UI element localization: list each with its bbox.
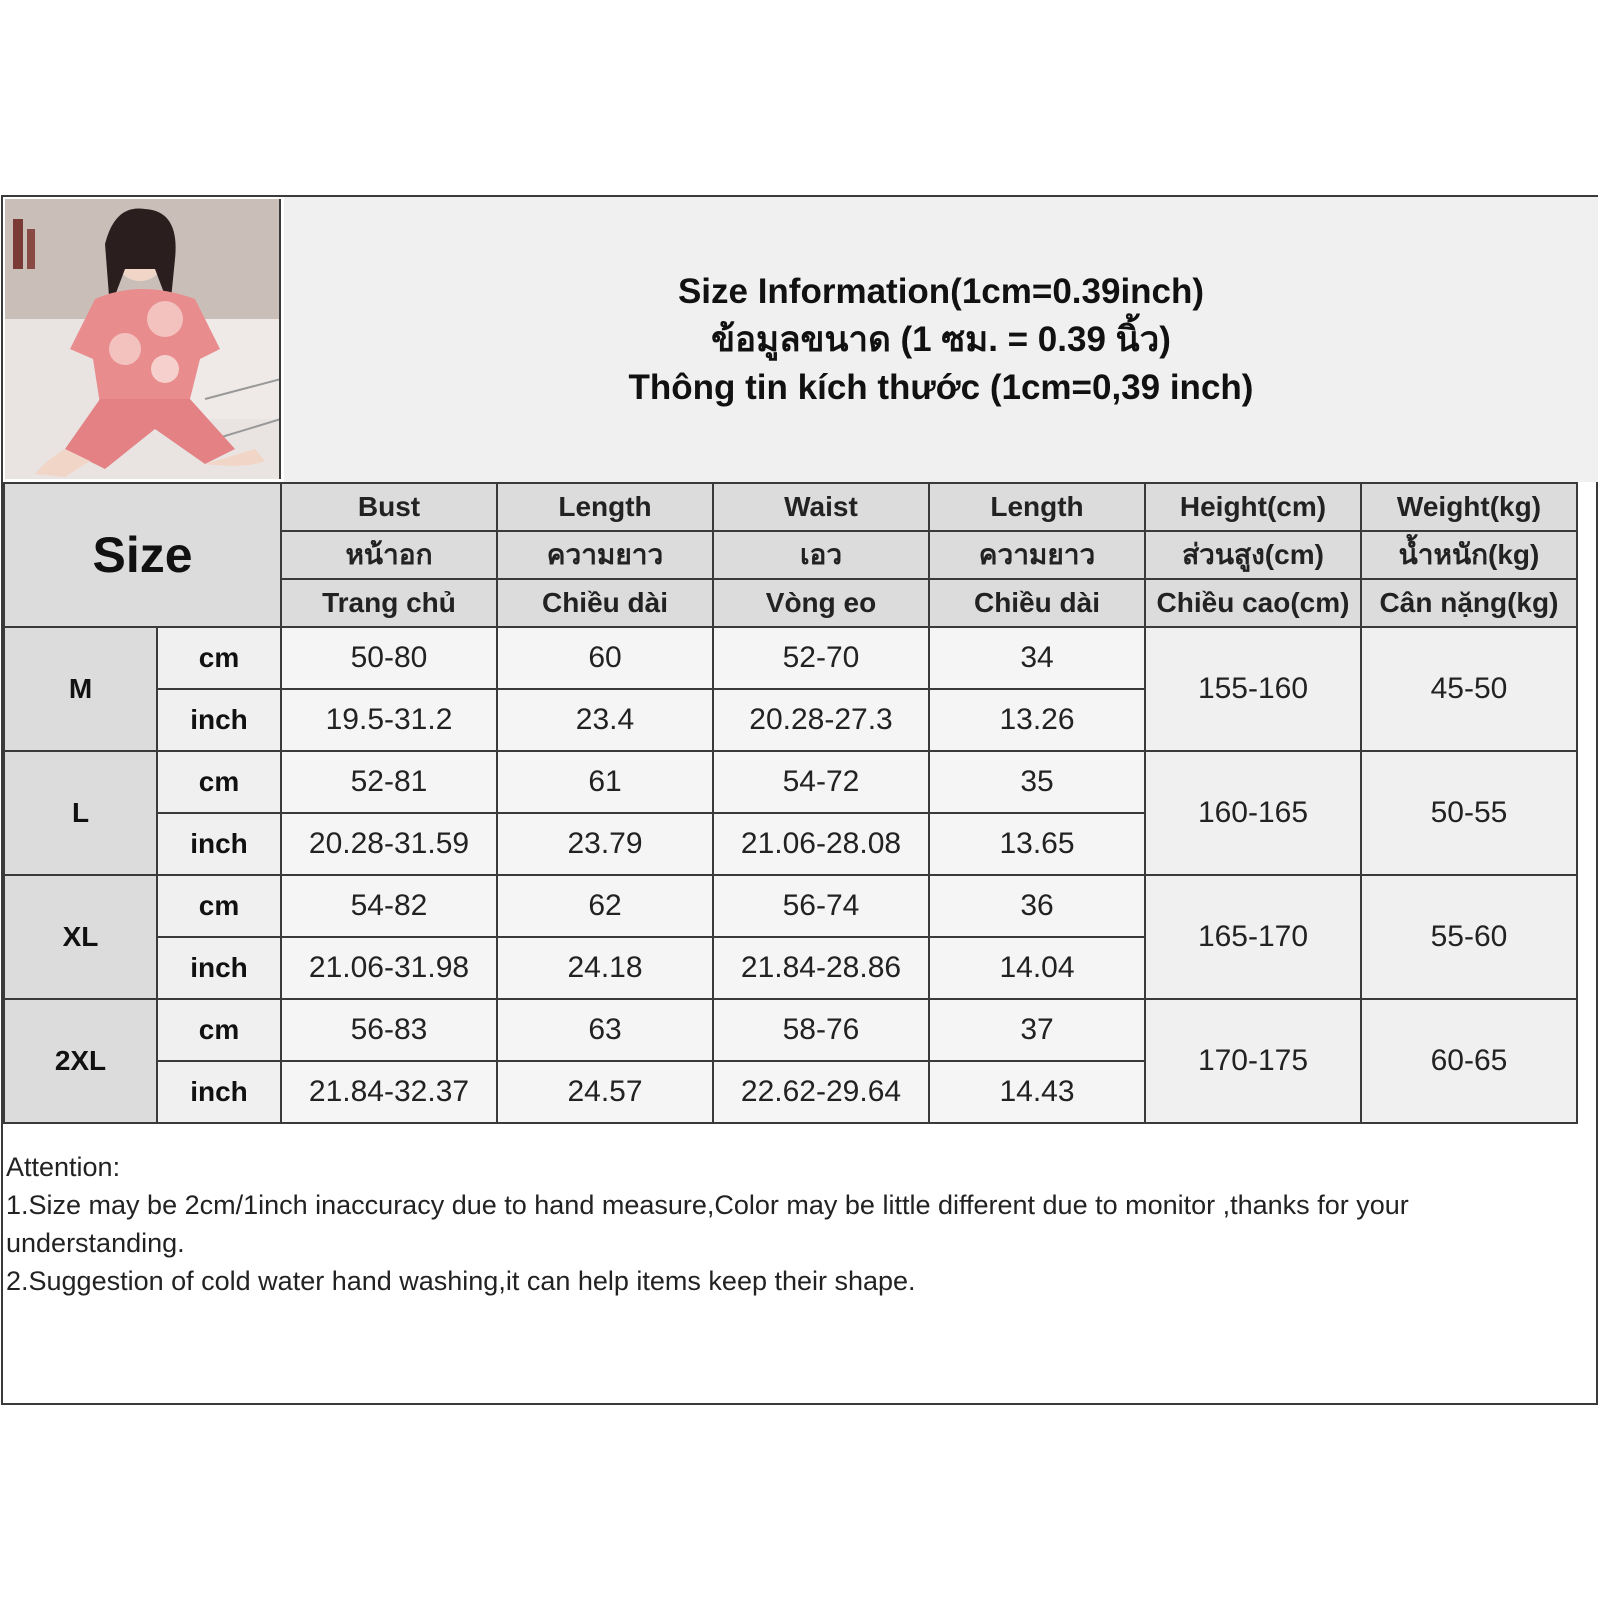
size-header: Size (4, 483, 281, 627)
title-vietnamese: Thông tin kích thước (1cm=0,39 inch) (628, 367, 1254, 407)
value-cell: 24.18 (497, 937, 713, 999)
col-header-th: เอว (713, 531, 929, 579)
value-cell: 60 (497, 627, 713, 689)
unit-label: cm (157, 999, 281, 1061)
attention-notes (6, 1148, 1586, 1300)
value-cell: 22.62-29.64 (713, 1061, 929, 1123)
value-cell: 13.26 (929, 689, 1145, 751)
value-cell: 54-82 (281, 875, 497, 937)
note-item: 1.Size may be 2cm/1inch inaccuracy due to hand measure,Color may be little different due to monitor ,thanks for your understanding. (6, 1190, 1409, 1258)
table-row (4, 751, 1577, 813)
note-item: 2.Suggestion of cold water hand washing,it can help items keep their shape. (6, 1266, 916, 1296)
model-in-pajamas-image (5, 199, 281, 479)
col-header-vi: Chiều dài (929, 579, 1145, 627)
col-header-vi: Chiều cao(cm) (1145, 579, 1361, 627)
value-cell: 24.57 (497, 1061, 713, 1123)
value-cell: 35 (929, 751, 1145, 813)
unit-label: cm (157, 875, 281, 937)
value-cell: 14.04 (929, 937, 1145, 999)
value-cell: 52-81 (281, 751, 497, 813)
title-block (284, 197, 1598, 482)
value-cell: 34 (929, 627, 1145, 689)
value-cell: 61 (497, 751, 713, 813)
col-header-en: Height(cm) (1145, 483, 1361, 531)
unit-label: inch (157, 1061, 281, 1123)
value-cell: 52-70 (713, 627, 929, 689)
col-header-vi: Vòng eo (713, 579, 929, 627)
height-cell: 155-160 (1145, 627, 1361, 751)
height-cell: 160-165 (1145, 751, 1361, 875)
unit-label: cm (157, 751, 281, 813)
value-cell: 21.06-28.08 (713, 813, 929, 875)
col-header-vi: Chiều dài (497, 579, 713, 627)
col-header-vi: Cân nặng(kg) (1361, 579, 1577, 627)
table-row (4, 875, 1577, 937)
col-header-en: Length (497, 483, 713, 531)
height-cell: 165-170 (1145, 875, 1361, 999)
weight-cell: 50-55 (1361, 751, 1577, 875)
col-header-en: Weight(kg) (1361, 483, 1577, 531)
value-cell: 58-76 (713, 999, 929, 1061)
col-header-th: ความยาว (929, 531, 1145, 579)
value-cell: 36 (929, 875, 1145, 937)
col-header-en: Waist (713, 483, 929, 531)
value-cell: 19.5-31.2 (281, 689, 497, 751)
value-cell: 21.06-31.98 (281, 937, 497, 999)
value-cell: 54-72 (713, 751, 929, 813)
value-cell: 23.79 (497, 813, 713, 875)
value-cell: 63 (497, 999, 713, 1061)
col-header-th: ส่วนสูง(cm) (1145, 531, 1361, 579)
value-cell: 13.65 (929, 813, 1145, 875)
value-cell: 20.28-31.59 (281, 813, 497, 875)
size-label: M (4, 627, 157, 751)
weight-cell: 60-65 (1361, 999, 1577, 1123)
unit-label: inch (157, 813, 281, 875)
size-table (3, 482, 1578, 1124)
value-cell: 14.43 (929, 1061, 1145, 1123)
value-cell: 56-83 (281, 999, 497, 1061)
value-cell: 37 (929, 999, 1145, 1061)
title-english: Size Information(1cm=0.39inch) (677, 271, 1205, 311)
value-cell: 56-74 (713, 875, 929, 937)
unit-label: cm (157, 627, 281, 689)
weight-cell: 45-50 (1361, 627, 1577, 751)
height-cell: 170-175 (1145, 999, 1361, 1123)
col-header-th: หน้าอก (281, 531, 497, 579)
value-cell: 21.84-32.37 (281, 1061, 497, 1123)
value-cell: 62 (497, 875, 713, 937)
table-row (4, 627, 1577, 689)
col-header-th: น้ำหนัก(kg) (1361, 531, 1577, 579)
unit-label: inch (157, 689, 281, 751)
value-cell: 21.84-28.86 (713, 937, 929, 999)
col-header-en: Bust (281, 483, 497, 531)
col-header-en: Length (929, 483, 1145, 531)
size-label: 2XL (4, 999, 157, 1123)
unit-label: inch (157, 937, 281, 999)
product-photo (5, 199, 281, 479)
value-cell: 20.28-27.3 (713, 689, 929, 751)
weight-cell: 55-60 (1361, 875, 1577, 999)
notes-heading: Attention: (6, 1152, 121, 1182)
size-label: XL (4, 875, 157, 999)
header-row-english (4, 483, 1577, 531)
table-row (4, 999, 1577, 1061)
size-label: L (4, 751, 157, 875)
col-header-th: ความยาว (497, 531, 713, 579)
title-thai: ข้อมูลขนาด (1 ซม. = 0.39 นิ้ว) (711, 319, 1171, 359)
value-cell: 50-80 (281, 627, 497, 689)
value-cell: 23.4 (497, 689, 713, 751)
col-header-vi: Trang chủ (281, 579, 497, 627)
